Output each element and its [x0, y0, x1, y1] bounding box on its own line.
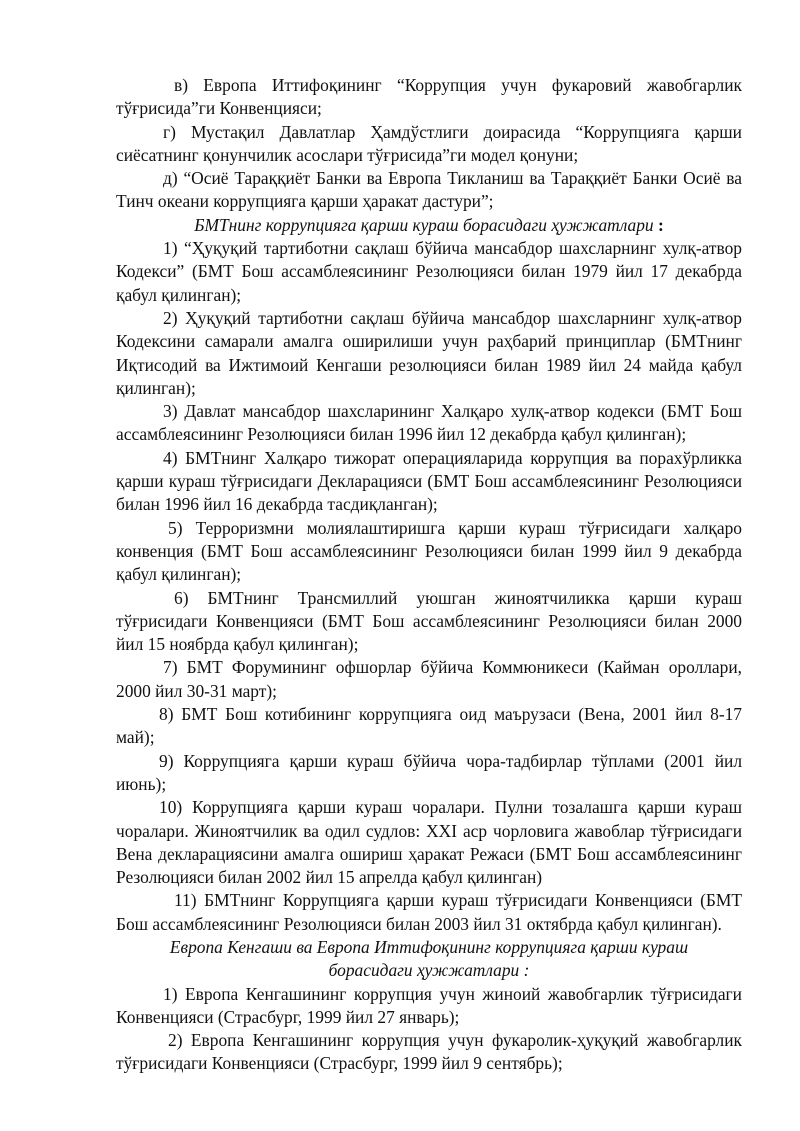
un-document-9: 9) Коррупцияга қарши кураш бўйича чора-тадбирлар тўплами (2001 йил июнь);	[116, 750, 742, 794]
list-item-v: в) Европа Иттифоқининг “Коррупция учун фукаровий жавобгарлик тўғрисида”ги Конвенцияси;	[116, 75, 742, 119]
section-heading-eu-line1: Европа Кенгаши ва Европа Иттифоқининг коррупцияга қарши кураш	[169, 936, 689, 957]
un-document-4: 4) БМТнинг Халқаро тижорат операцияларида коррупция ва порахўрликка қарши кураш тўғрисидаги Декларацияси (БМТ Бош ассамблеясининг Резолюцияси билан 1996 йил 16 декабрда тасдиқланган);	[116, 447, 742, 515]
un-document-3: 3) Давлат мансабдор шахсларининг Халқаро хулқ-атвор кодекси (БМТ Бош ассамблеясининг Резолюцияси билан 1996 йил 12 декабрда қабул қилинган);	[116, 401, 742, 445]
un-document-8: 8) БМТ Бош котибининг коррупцияга оид маърузаси (Вена, 2001 йил 8-17 май);	[116, 704, 742, 748]
un-document-2: 2) Ҳуқуқий тартиботни сақлаш бўйича мансабдор шахсларнинг хулқ-атвор Кодексини самарали амалга оширилиши учун раҳбарий принциплар (БМТнинг Иқтисодий ва Ижтимоий Кенгаши резолюцияси билан 1989 йил 24 майда қабул қилинган);	[116, 307, 742, 398]
list-item-g: г) Мустақил Давлатлар Ҳамдўстлиги доирасида “Коррупцияга қарши сиёсатнинг қонунчилик асослари тўғрисида”ги модел қонуни;	[116, 121, 742, 165]
section-heading-eu	[116, 936, 742, 983]
section-heading-eu-line2: борасидаги ҳужжатлари :	[328, 960, 530, 981]
page-content	[116, 74, 742, 1076]
un-document-7: 7) БМТ Форумининг офшорлар бўйича Коммюникеси (Кайман ороллари, 2000 йил 30-31 март);	[116, 657, 742, 701]
un-document-6: 6) БМТнинг Трансмиллий уюшган жиноятчиликка қарши кураш тўғрисидаги Конвенцияси (БМТ Бош ассамблеясининг Резолюцияси билан 2000 йил 15 ноябрда қабул қилинган);	[116, 587, 742, 655]
eu-document-1: 1) Европа Кенгашининг коррупция учун жиноий жавобгарлик тўғрисидаги Конвенцияси (Страсбург, 1999 йил 27 январь);	[116, 983, 742, 1027]
eu-document-2: 2) Европа Кенгашининг коррупция учун фукаролик-ҳуқуқий жавобгарлик тўғрисидаги Конвенцияси (Страсбург, 1999 йил 9 сентябрь);	[116, 1030, 742, 1074]
section-heading-un-text: БМТнинг коррупцияга қарши кураш борасидаги ҳужжатлари	[194, 214, 654, 235]
un-document-5: 5) Терроризмни молиялаштиришга қарши кураш тўғрисидаги халқаро конвенция (БМТ Бош ассамблеясининг Резолюцияси билан 1999 йил 9 декабрда қабул қилинган);	[116, 517, 742, 585]
section-heading-un-colon: :	[653, 214, 664, 235]
list-item-d: д) “Осиё Тараққиёт Банки ва Европа Тикланиш ва Тараққиёт Банки Осиё ва Тинч океани коррупцияга қарши ҳаракат дастури”;	[116, 168, 742, 212]
un-document-10: 10) Коррупцияга қарши кураш чоралари. Пулни тозалашга қарши кураш чоралари. Жиноятчилик ва одил судлов: XXI аср чорловига жавоблар тўғрисидаги Вена декларациясини амалга ошириш ҳаракат Режаси (БМТ Бош ассамблеясининг Резолюцияси билан 2002 йил 15 апрелда қабул қилинган)	[116, 797, 742, 888]
section-heading-un	[116, 214, 742, 237]
un-document-1: 1) “Ҳуқуқий тартиботни сақлаш бўйича мансабдор шахсларнинг хулқ-атвор Кодекси” (БМТ Бош ассамблеясининг Резолюцияси билан 1979 йил 17 декабрда қабул қилинган);	[116, 238, 742, 305]
un-document-11: 11) БМТнинг Коррупцияга қарши кураш тўғрисидаги Конвенцияси (БМТ Бош ассамблеясининг Резолюцияси билан 2003 йил 31 октябрда қабул қилинган).	[116, 890, 742, 934]
